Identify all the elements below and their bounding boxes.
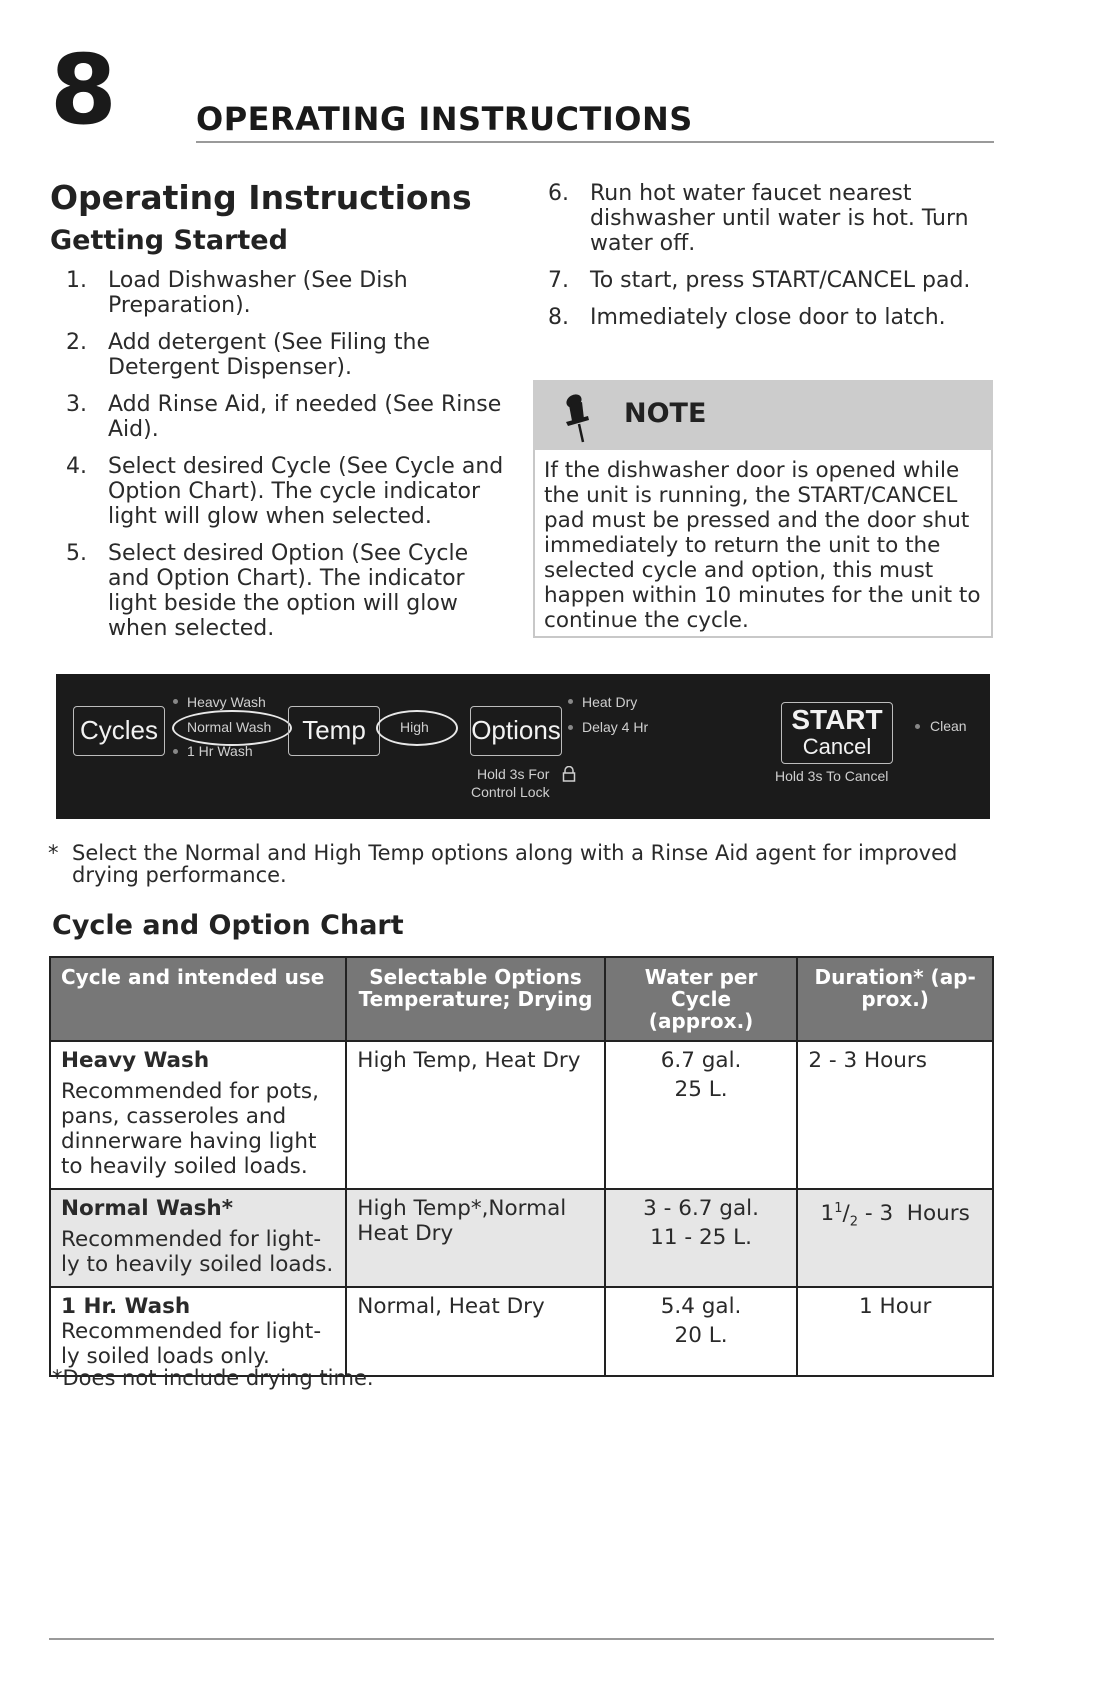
delay-label: Delay 4 Hr [582,719,649,735]
footnote-marker: * [48,841,59,865]
water-gallons: 5.4 gal. [660,1294,742,1319]
step-number: 6. [548,181,569,206]
water-liters: 11 - 25 L. [650,1225,752,1250]
cycle-cell [50,1189,346,1287]
hold-to-cancel-label: Hold 3s To Cancel [775,768,889,784]
cycle-cell [50,1041,346,1189]
temp-pad: Temp [288,706,380,756]
options-cell: High Temp, Heat Dry [346,1041,604,1189]
one-hr-wash-label: 1 Hr Wash [187,743,253,759]
duration-cell: 1 Hour [797,1287,993,1376]
step-text: Add Rinse Aid, if needed (See Rinse Aid). [108,392,502,442]
heavy-wash-label: Heavy Wash [187,694,266,710]
note-title: NOTE [624,398,707,429]
clean-label: Clean [930,718,967,734]
step-text: Immediately close door to latch. [590,305,946,330]
footnote-text: Select the Normal and High Temp options along with a Rinse Aid agent for improved drying performance. [72,841,958,887]
duration-denominator: 2 [849,1214,859,1230]
water-liters: 20 L. [674,1323,728,1348]
indicator-light [568,725,573,730]
column-header: Water per Cycle (approx.) [605,957,798,1041]
table-row [50,1189,993,1287]
step-number: 7. [548,268,569,293]
cycles-pad: Cycles [73,706,165,756]
drying-time-note: *Does not include drying time. [52,1366,374,1390]
water-liters: 25 L. [674,1077,728,1102]
water-cell [605,1041,798,1189]
options-cell: High Temp*,Normal Heat Dry [346,1189,604,1287]
step-number: 1. [66,268,87,293]
duration-cell: 2 - 3 Hours [797,1041,993,1189]
getting-started-heading: Getting Started [50,225,288,256]
cycle-description: Recommended for light-ly to heavily soiled loads. [61,1227,334,1277]
pushpin-icon [560,392,596,448]
control-panel-illustration [56,674,990,819]
table-row [50,1041,993,1189]
column-header: Cycle and intended use [50,957,346,1041]
cycle-name: 1 Hr. Wash [61,1294,191,1319]
duration-cell: $1^1/_2 - 3$ Hours [797,1189,993,1287]
step-number: 4. [66,454,87,479]
water-cell [605,1287,798,1376]
indicator-light [173,749,178,754]
cycle-description: Recommended for light-ly soiled loads only. [61,1319,322,1369]
table-row [50,1287,993,1376]
cycle-option-table [49,956,994,1377]
normal-wash-label: Normal Wash [187,719,272,735]
duration-whole: 1 [820,1201,835,1227]
step-text: Load Dishwasher (See Dish Preparation). [108,268,408,318]
table-header-row [50,957,993,1041]
clean-indicator-light [915,724,920,729]
chart-title: Cycle and Option Chart [52,910,404,941]
start-label: START [791,704,883,735]
cycle-cell [50,1287,346,1376]
start-cancel-pad [781,702,893,764]
section-title: OPERATING INSTRUCTIONS [196,100,693,138]
step-text: Run hot water faucet nearest dishwasher until water is hot. Turn water off. [590,181,969,256]
step-text: Select desired Option (See Cycle and Option Chart). The indicator light beside the option will glow when selected. [108,541,469,641]
note-header [533,380,993,450]
duration-numerator: 1 [834,1201,843,1216]
options-cell: Normal, Heat Dry [346,1287,604,1376]
water-gallons: 6.7 gal. [660,1048,742,1073]
step-number: 3. [66,392,87,417]
step-text: Add detergent (See Filing the Detergent Dispenser). [108,330,430,380]
control-lock-line2: Control Lock [471,784,550,800]
indicator-light [173,699,178,704]
heat-dry-label: Heat Dry [582,694,638,710]
page-number: 8 [50,34,117,146]
column-header: Duration* (ap-prox.) [797,957,993,1041]
step-number: 2. [66,330,87,355]
duration-rest: - 3 Hours [858,1201,970,1227]
water-cell [605,1189,798,1287]
step-text: To start, press START/CANCEL pad. [590,268,971,293]
page-title: Operating Instructions [50,178,472,217]
step-text: Select desired Cycle (See Cycle and Option Chart). The cycle indicator light will glow when selected. [108,454,504,529]
options-pad: Options [470,706,562,756]
lock-icon [562,766,576,786]
cycle-name: Heavy Wash [61,1048,210,1073]
control-lock-line1: Hold 3s For [477,766,550,782]
note-text: If the dishwasher door is opened while the unit is running, the START/CANCEL pad must be pressed and the door shut immediately to return the unit to the selected cycle and option, this must happen within 10 minutes for the unit to continue the cycle. [544,458,981,633]
footer-divider [49,1638,994,1640]
step-number: 5. [66,541,87,566]
water-gallons: 3 - 6.7 gal. [643,1196,759,1221]
cancel-label: Cancel [802,734,872,759]
cycle-name: Normal Wash* [61,1196,233,1221]
high-temp-label: High [400,719,429,735]
header-divider [196,141,994,143]
column-header: Selectable Options Temperature; Drying [346,957,604,1041]
step-number: 8. [548,305,569,330]
cycle-description: Recommended for pots, pans, casseroles and dinnerware having light to heavily soiled loads. [61,1079,319,1179]
indicator-light [568,699,573,704]
